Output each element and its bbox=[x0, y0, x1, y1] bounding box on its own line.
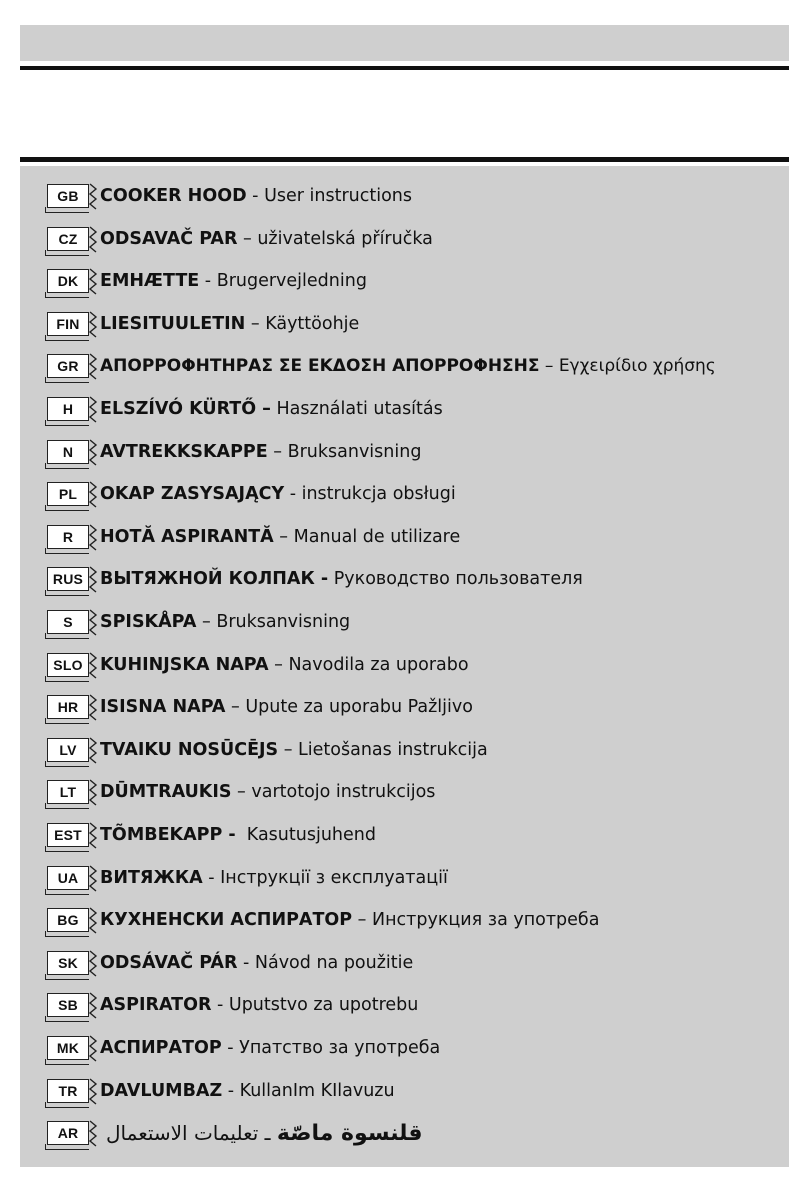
language-row-gr bbox=[47, 350, 716, 382]
manual-subtitle: Használati utasítás bbox=[276, 399, 443, 419]
separator: ـ bbox=[258, 1120, 277, 1145]
language-title-line bbox=[100, 740, 488, 760]
language-panel bbox=[20, 166, 789, 1167]
product-name: HOTĂ ASPIRANTĂ bbox=[100, 526, 274, 547]
language-code-tag: BG bbox=[47, 908, 89, 932]
language-code-tag: DK bbox=[47, 269, 89, 293]
language-title-line bbox=[100, 399, 443, 419]
language-row-est bbox=[47, 819, 376, 851]
language-row-rus bbox=[47, 563, 583, 595]
language-title-line bbox=[100, 825, 376, 845]
language-code-tag: SLO bbox=[47, 653, 89, 677]
product-name: TVAIKU NOSŪCĒJS bbox=[100, 739, 279, 760]
separator: – bbox=[539, 356, 559, 377]
separator: – bbox=[231, 782, 252, 803]
manual-subtitle: instrukcja obsługi bbox=[301, 484, 456, 505]
separator: - bbox=[246, 186, 265, 206]
language-row-cz bbox=[47, 223, 433, 255]
header-band bbox=[20, 25, 789, 61]
manual-subtitle: Upute za uporabu Pažljivo bbox=[245, 697, 473, 718]
separator: – bbox=[237, 228, 258, 249]
language-row-lt bbox=[47, 776, 435, 808]
language-title-line bbox=[100, 910, 599, 930]
language-title-line bbox=[100, 612, 350, 632]
language-row-tr bbox=[47, 1075, 395, 1107]
separator: - bbox=[284, 484, 302, 505]
separator: – bbox=[273, 526, 294, 547]
product-name: قلنسوة ماصّة bbox=[276, 1120, 423, 1146]
language-title-line bbox=[100, 229, 433, 249]
separator: - bbox=[237, 952, 255, 973]
language-title-line bbox=[100, 782, 435, 802]
manual-subtitle: Lietošanas instrukcija bbox=[298, 739, 488, 760]
product-name: OKAP ZASYSAJĄCY bbox=[100, 484, 285, 505]
language-title-line bbox=[100, 697, 473, 717]
language-code-tag: PL bbox=[47, 482, 89, 506]
language-code-tag: UA bbox=[47, 866, 89, 890]
language-row-gb bbox=[47, 180, 412, 212]
language-row-bg bbox=[47, 904, 599, 936]
language-row-slo bbox=[47, 649, 469, 681]
separator bbox=[236, 825, 247, 845]
separator: – bbox=[352, 910, 372, 931]
separator: – bbox=[196, 612, 217, 632]
product-name: ODSAVAČ PAR bbox=[100, 228, 238, 249]
language-title-line bbox=[100, 569, 583, 589]
manual-subtitle: Упатство за употреба bbox=[239, 1038, 441, 1058]
separator: – bbox=[225, 697, 246, 718]
product-name: ΑΠΟΡΡΟΦΗΤΗΡΑΣ ΣΕ ΕΚΔΟΣΗ ΑΠΟΡΡΟΦΗΣΗΣ bbox=[100, 356, 540, 377]
language-title-line bbox=[100, 1038, 440, 1058]
product-name: KUHINJSKA NAPA bbox=[100, 654, 269, 675]
manual-subtitle: Manual de utilizare bbox=[293, 526, 461, 547]
language-row-fin bbox=[47, 308, 359, 340]
separator: – bbox=[267, 441, 288, 462]
manual-subtitle: Kasutusjuhend bbox=[246, 825, 376, 845]
separator: - bbox=[202, 867, 221, 888]
manual-subtitle: Käyttöohje bbox=[265, 313, 360, 334]
product-name: EMHÆTTE bbox=[100, 271, 200, 292]
manual-subtitle: Uputstvo za upotrebu bbox=[228, 995, 419, 1016]
separator: – bbox=[268, 654, 289, 675]
language-title-line bbox=[100, 484, 456, 504]
language-row-hr bbox=[47, 691, 473, 723]
product-name: LIESITUULETIN bbox=[100, 313, 246, 334]
language-title-line bbox=[100, 271, 367, 291]
manual-subtitle: Bruksanvisning bbox=[216, 612, 351, 632]
language-title-line bbox=[100, 655, 469, 675]
product-name: DŪMTRAUKIS bbox=[100, 782, 232, 803]
language-code-tag: AR bbox=[47, 1121, 89, 1145]
language-title-line bbox=[106, 1121, 423, 1146]
product-name: DAVLUMBAZ bbox=[100, 1080, 223, 1101]
product-name: АСПИРАТОР bbox=[100, 1038, 222, 1058]
manual-subtitle: Navodila za uporabo bbox=[288, 654, 469, 675]
language-title-line bbox=[100, 995, 418, 1015]
language-code-tag: N bbox=[47, 440, 89, 464]
manual-subtitle: KullanIm KIlavuzu bbox=[239, 1080, 395, 1101]
separator: – bbox=[278, 739, 299, 760]
language-code-tag: EST bbox=[47, 823, 89, 847]
language-code-tag: R bbox=[47, 525, 89, 549]
zigzag-divider-icon bbox=[88, 1119, 102, 1147]
manual-subtitle: تعليمات الاستعمال bbox=[106, 1120, 259, 1145]
language-title-line bbox=[100, 953, 413, 973]
product-name: COOKER HOOD bbox=[100, 186, 247, 206]
language-code-tag: HR bbox=[47, 695, 89, 719]
product-name: AVTREKKSKAPPE bbox=[100, 441, 268, 462]
product-name: TÕMBEKAPP - bbox=[100, 825, 236, 845]
language-code-tag: SK bbox=[47, 951, 89, 975]
product-name: ELSZÍVÓ KÜRTŐ – bbox=[100, 399, 271, 419]
language-code-tag: MK bbox=[47, 1036, 89, 1060]
language-code-tag: GB bbox=[47, 184, 89, 208]
manual-subtitle: Инструкция за употреба bbox=[372, 910, 600, 931]
manual-subtitle: Brugervejledning bbox=[216, 271, 367, 292]
manual-subtitle: Návod na použitie bbox=[254, 952, 414, 973]
language-row-h bbox=[47, 393, 443, 425]
product-name: ISISNA NAPA bbox=[100, 697, 226, 718]
language-code-tag: GR bbox=[47, 354, 89, 378]
product-name: ВИТЯЖКА bbox=[100, 867, 203, 888]
product-name: ВЫТЯЖНОЙ КОЛПАК - bbox=[100, 569, 329, 590]
language-row-ua bbox=[47, 862, 448, 894]
language-code-tag: FIN bbox=[47, 312, 89, 336]
product-name: ODSÁVAČ PÁR bbox=[100, 952, 238, 973]
top-rule bbox=[20, 66, 789, 70]
separator: - bbox=[199, 271, 217, 292]
language-code-tag: TR bbox=[47, 1079, 89, 1103]
language-title-line bbox=[100, 868, 448, 888]
language-title-line bbox=[100, 442, 421, 462]
manual-subtitle: Руководство пользователя bbox=[333, 569, 583, 590]
language-row-sk bbox=[47, 947, 413, 979]
language-code-tag: LT bbox=[47, 780, 89, 804]
language-title-line bbox=[100, 186, 412, 206]
language-row-dk bbox=[47, 265, 367, 297]
language-code-tag: RUS bbox=[47, 567, 89, 591]
language-row-r bbox=[47, 521, 460, 553]
language-title-line bbox=[100, 527, 460, 547]
product-name: ASPIRATOR bbox=[100, 995, 212, 1016]
manual-subtitle: Εγχειρίδιο χρήσης bbox=[558, 356, 716, 377]
language-code-tag: CZ bbox=[47, 227, 89, 251]
language-code-tag: SB bbox=[47, 993, 89, 1017]
language-row-pl bbox=[47, 478, 456, 510]
separator: - bbox=[222, 1080, 240, 1101]
manual-subtitle: uživatelská příručka bbox=[257, 228, 433, 249]
manual-subtitle: Інструкції з експлуатації bbox=[220, 867, 448, 888]
separator: - bbox=[211, 995, 229, 1016]
product-name: SPISKÅPA bbox=[100, 612, 197, 632]
language-row-mk bbox=[47, 1032, 440, 1064]
separator: – bbox=[245, 313, 266, 334]
language-code-tag: S bbox=[47, 610, 89, 634]
language-row-ar bbox=[47, 1117, 423, 1149]
product-name: КУХНЕНСКИ АСПИРАТОР bbox=[100, 910, 353, 931]
section-rule bbox=[20, 157, 789, 162]
separator: - bbox=[221, 1038, 240, 1058]
language-title-line bbox=[100, 356, 716, 376]
manual-subtitle: vartotojo instrukcijos bbox=[251, 782, 436, 803]
language-row-n bbox=[47, 436, 421, 468]
language-row-sb bbox=[47, 989, 418, 1021]
manual-subtitle: Bruksanvisning bbox=[287, 441, 422, 462]
language-row-s bbox=[47, 606, 350, 638]
language-title-line bbox=[100, 1081, 395, 1101]
language-code-tag: H bbox=[47, 397, 89, 421]
manual-subtitle: User instructions bbox=[264, 186, 412, 206]
language-title-line bbox=[100, 314, 359, 334]
language-row-lv bbox=[47, 734, 488, 766]
language-code-tag: LV bbox=[47, 738, 89, 762]
